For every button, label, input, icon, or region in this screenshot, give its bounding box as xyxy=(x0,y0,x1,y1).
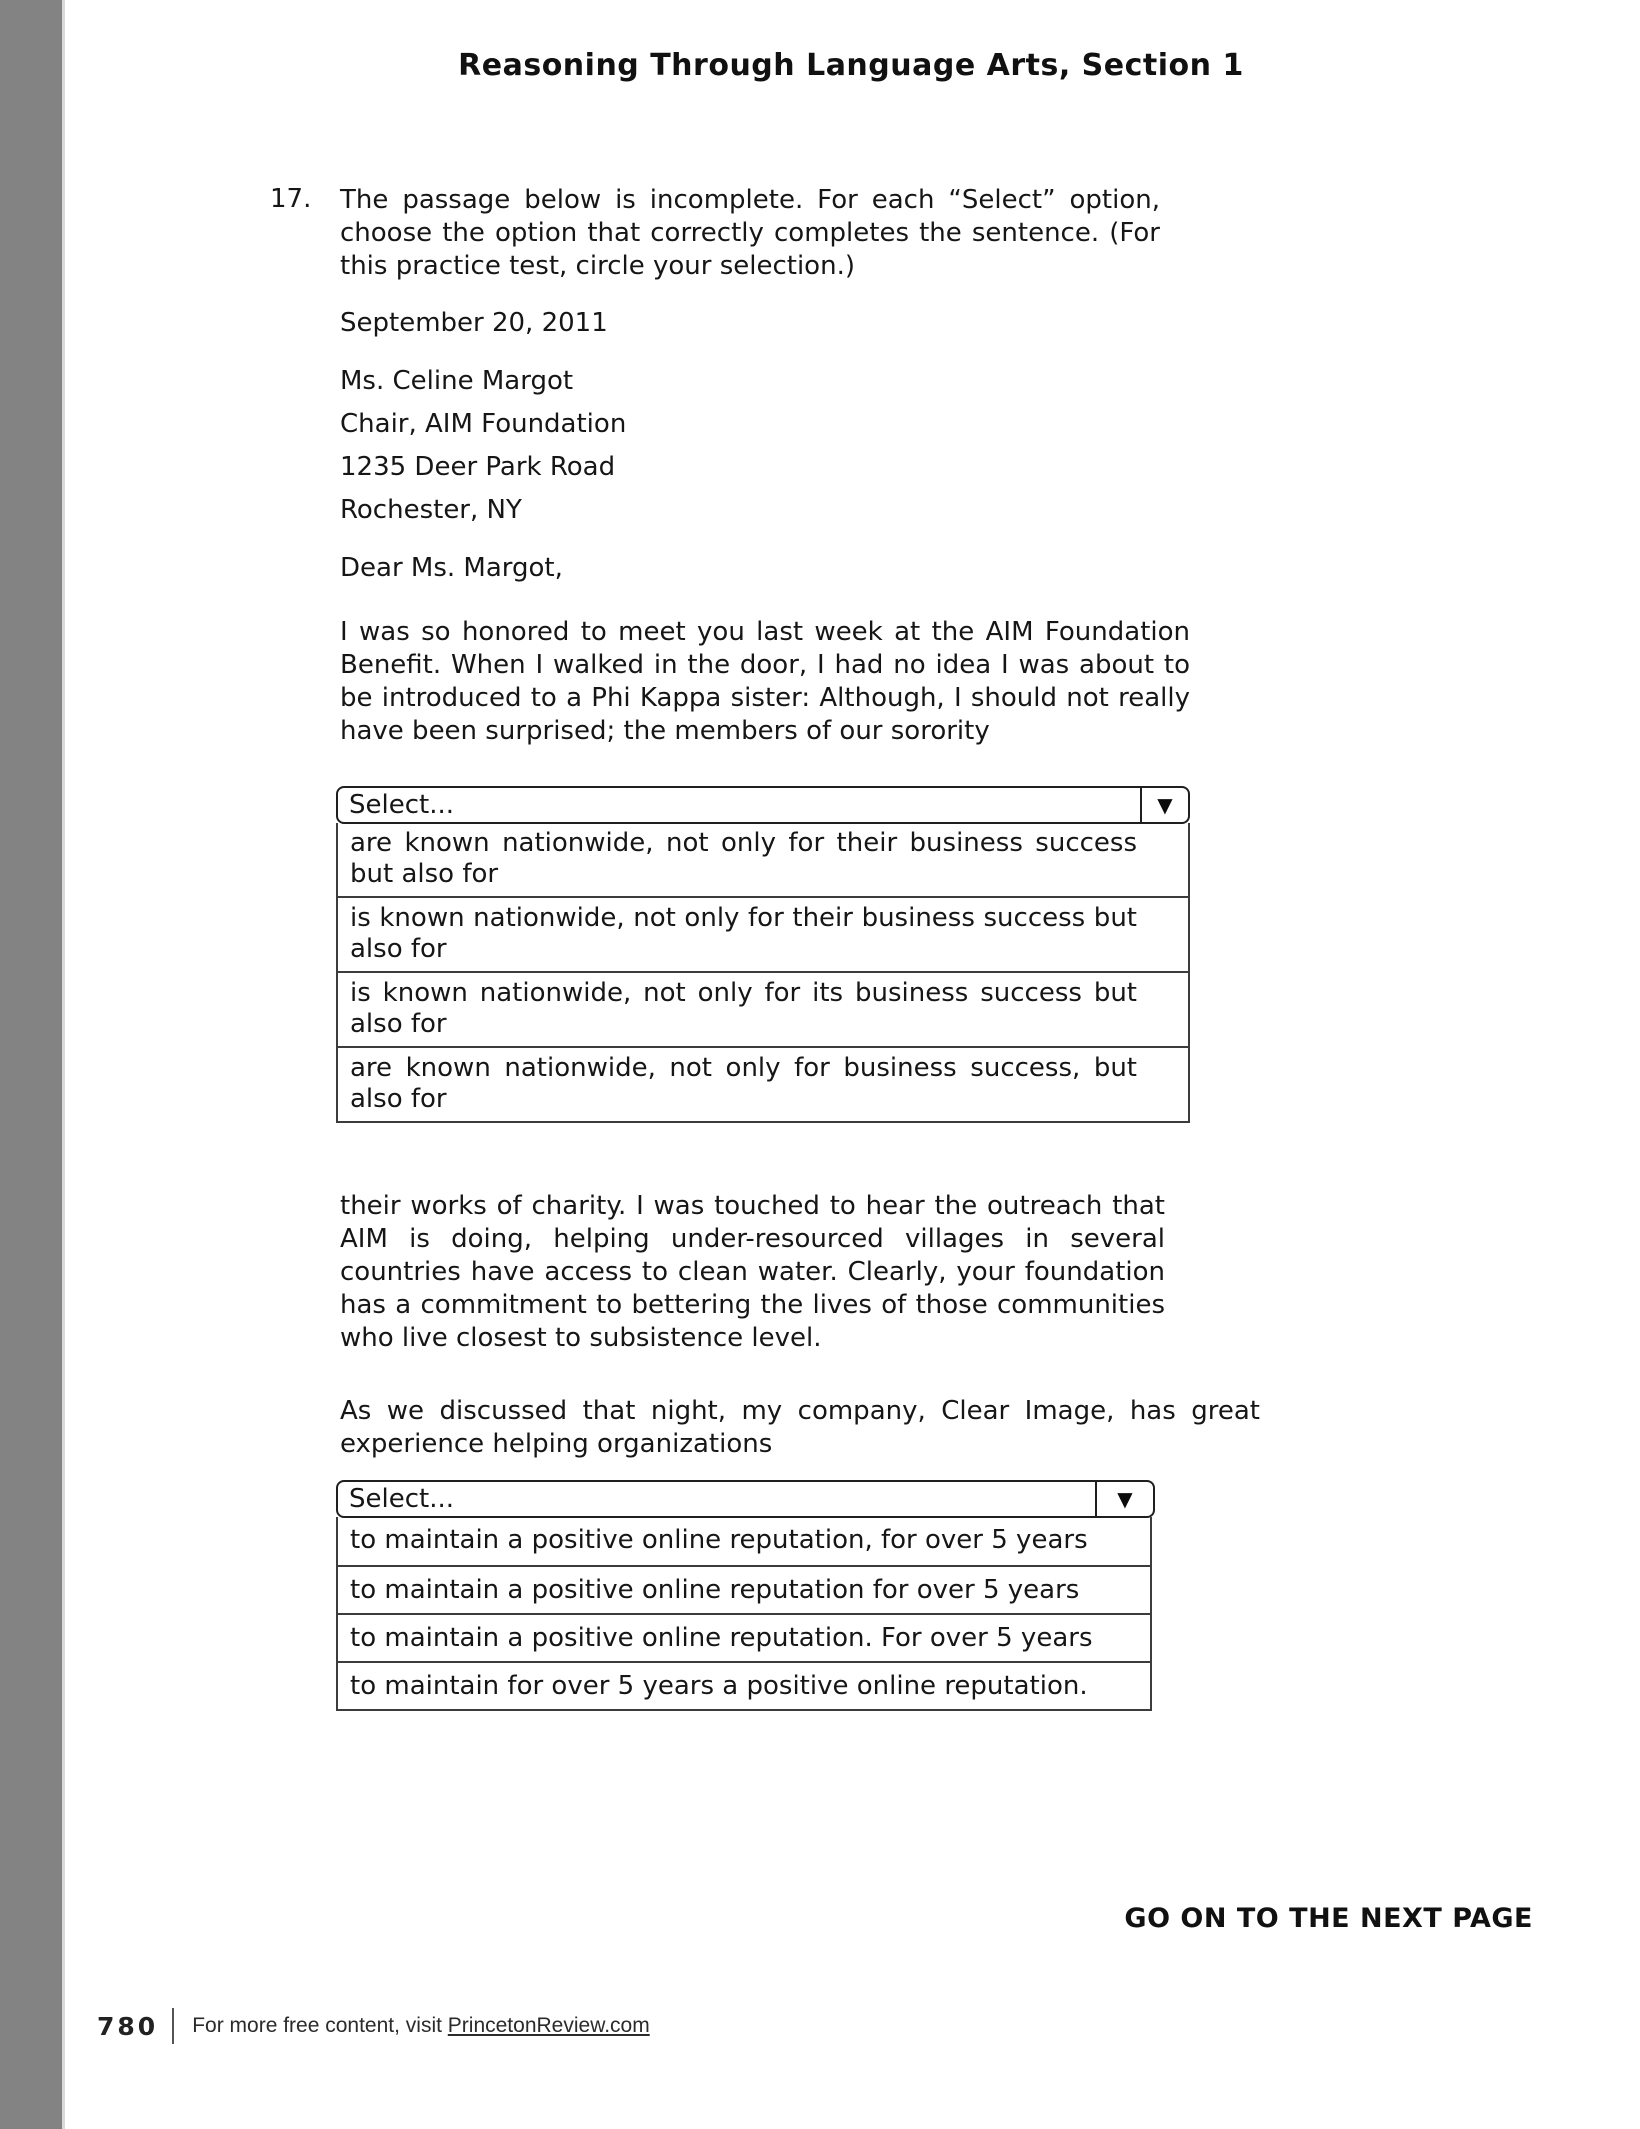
letter-address-block xyxy=(340,360,626,532)
select-dropdown-1-option-b[interactable]: is known nationwide, not only for their business success but also for xyxy=(338,896,1188,971)
select-dropdown-1-arrow-button[interactable] xyxy=(1140,788,1188,822)
select-dropdown-2-arrow-button[interactable] xyxy=(1095,1482,1153,1516)
footer-text-prefix: For more free content, visit xyxy=(192,2014,448,2037)
address-line-role: Chair, AIM Foundation xyxy=(340,409,627,439)
select-dropdown-1-option-c[interactable]: is known nationwide, not only for its business success but also for xyxy=(338,971,1188,1046)
go-on-instruction: GO ON TO THE NEXT PAGE xyxy=(1124,1903,1533,1934)
address-line-recipient: Ms. Celine Margot xyxy=(340,366,574,396)
page-footer xyxy=(97,2008,650,2044)
select-dropdown-1-placeholder: Select... xyxy=(349,790,455,820)
footer-divider xyxy=(172,2008,174,2044)
left-margin-strip xyxy=(0,0,65,2129)
footer-link[interactable]: PrincetonReview.com xyxy=(447,2014,650,2037)
letter-paragraph-1: I was so honored to meet you last week at the AIM Foundation Benefit. When I walked in the door, I had no idea I was about to be introduced to a Phi Kappa sister: Although, I should not really have been surprised; the members of our sorority xyxy=(340,617,1190,746)
question-number: 17. xyxy=(270,184,312,214)
select-dropdown-1-trigger[interactable] xyxy=(336,786,1190,824)
letter-salutation: Dear Ms. Margot, xyxy=(340,553,563,583)
select-dropdown-1-option-d[interactable]: are known nationwide, not only for business success, but also for xyxy=(338,1046,1188,1121)
page-title: Reasoning Through Language Arts, Section 1 xyxy=(458,48,1244,83)
address-line-city: Rochester, NY xyxy=(340,495,522,525)
chevron-down-icon: ▼ xyxy=(1117,1487,1133,1511)
chevron-down-icon: ▼ xyxy=(1157,793,1173,817)
select-dropdown-2-option-d[interactable]: to maintain for over 5 years a positive online reputation. xyxy=(338,1661,1150,1709)
footer-text xyxy=(192,2014,650,2038)
page-number: 780 xyxy=(97,2011,159,2041)
letter-paragraph-2: their works of charity. I was touched to hear the outreach that AIM is doing, helping under-resourced villages in several countries have access to clean water. Clearly, your foundation has a commitment to bettering the lives of those communities who live closest to subsistence level. xyxy=(340,1191,1165,1353)
select-dropdown-2-option-a[interactable]: to maintain a positive online reputation, for over 5 years xyxy=(338,1517,1150,1565)
address-line-street: 1235 Deer Park Road xyxy=(340,452,616,482)
select-dropdown-1 xyxy=(336,786,1190,1123)
question-prompt: The passage below is incomplete. For each “Select” option, choose the option that correctly completes the sentence. (For this practice test, circle your selection.) xyxy=(340,185,1160,281)
select-dropdown-1-option-a[interactable]: are known nationwide, not only for their business success but also for xyxy=(338,823,1188,896)
select-dropdown-2-option-c[interactable]: to maintain a positive online reputation. For over 5 years xyxy=(338,1613,1150,1661)
letter-paragraph-3: As we discussed that night, my company, Clear Image, has great experience helping organizations xyxy=(340,1396,1260,1459)
select-dropdown-2-options-list xyxy=(336,1517,1152,1711)
select-dropdown-2-option-b[interactable]: to maintain a positive online reputation for over 5 years xyxy=(338,1565,1150,1613)
letter-date: September 20, 2011 xyxy=(340,308,608,338)
select-dropdown-2-placeholder: Select... xyxy=(349,1484,455,1514)
select-dropdown-2-trigger[interactable] xyxy=(336,1480,1155,1518)
select-dropdown-2 xyxy=(336,1480,1155,1711)
select-dropdown-1-options-list xyxy=(336,823,1190,1123)
